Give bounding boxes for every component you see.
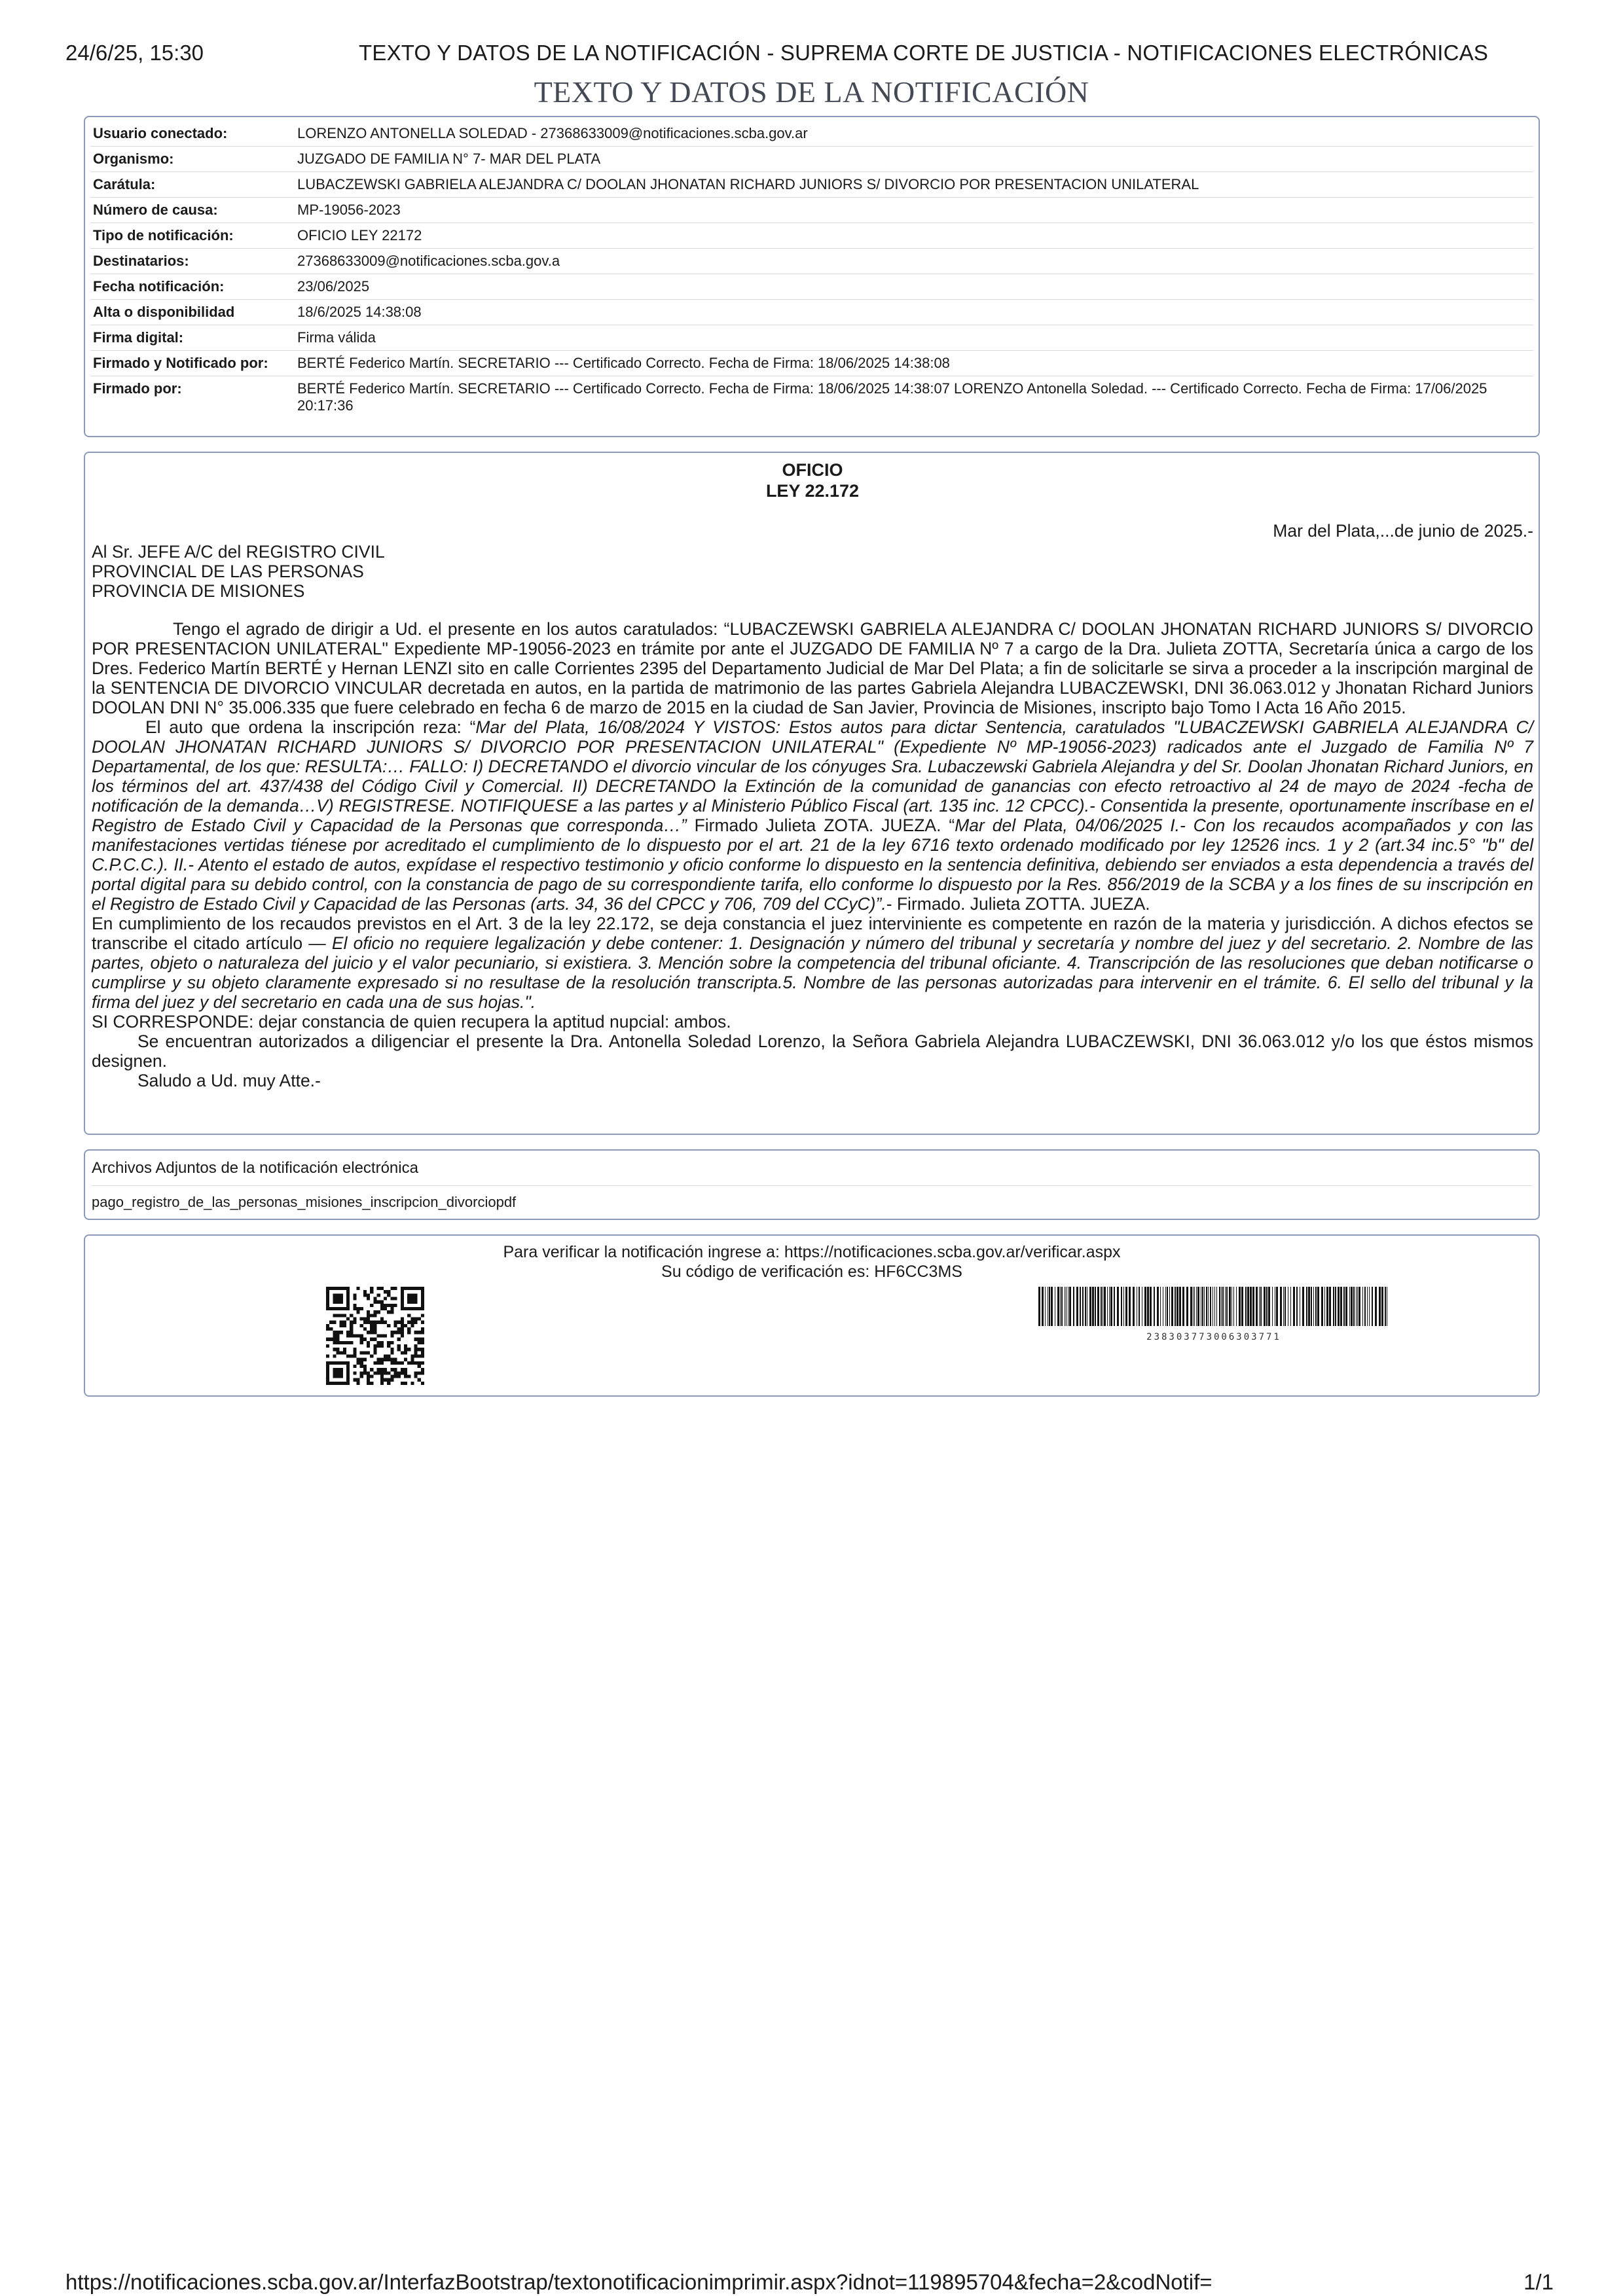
verification-code-text: Su código de verificación es: HF6CC3MS (661, 1263, 962, 1281)
footer-url: https://notificaciones.scba.gov.ar/InterfazBootstrap/textonotificacionimprimir.aspx?idnot=119895704&fecha=2&codNotif= (65, 2270, 1213, 2294)
info-row-destinatarios (90, 249, 1533, 274)
barcode-number: 238303773006303771 (1146, 1332, 1281, 1342)
qr-code-icon (326, 1287, 424, 1385)
info-row-fecha (90, 274, 1533, 300)
addressee-line: PROVINCIA DE MISIONES (92, 581, 305, 601)
attachments-panel (84, 1149, 1540, 1220)
info-value: LORENZO ANTONELLA SOLEDAD - 27368633009@notificaciones.scba.gov.ar (297, 125, 808, 141)
barcode-icon (1037, 1287, 1391, 1331)
oficio-panel (84, 452, 1540, 1135)
page-title: TEXTO Y DATOS DE LA NOTIFICACIÓN (534, 75, 1089, 109)
info-row-firmado-notificado (90, 351, 1533, 376)
info-value: LUBACZEWSKI GABRIELA ALEJANDRA C/ DOOLAN JHONATAN RICHARD JUNIORS S/ DIVORCIO POR PRESENTACION UNILATERAL (297, 176, 1199, 192)
info-value: BERTÉ Federico Martín. SECRETARIO --- Certificado Correcto. Fecha de Firma: 18/06/2025 14:38:08 (297, 355, 950, 371)
info-label: Usuario conectado: (93, 125, 228, 141)
text-span: - Firmado. Julieta ZOTTA. JUEZA. (886, 894, 1150, 914)
info-value: JUZGADO DE FAMILIA N° 7- MAR DEL PLATA (297, 151, 601, 167)
oficio-law-heading: LEY 22.172 (765, 481, 860, 501)
info-value: MP-19056-2023 (297, 202, 401, 218)
print-datetime: 24/6/25, 15:30 (65, 41, 204, 65)
notification-info-panel (84, 116, 1540, 437)
addressee-line: Al Sr. JEFE A/C del REGISTRO CIVIL (92, 542, 385, 562)
verification-url-text: Para verificar la notificación ingrese a: https://notificaciones.scba.gov.ar/verificar.aspx (503, 1243, 1121, 1261)
attachment-file-link[interactable]: pago_registro_de_las_personas_misiones_inscripcion_divorciopdf (92, 1194, 517, 1210)
info-value: 18/6/2025 14:38:08 (297, 304, 422, 320)
info-value: OFICIO LEY 22172 (297, 227, 422, 243)
oficio-paragraph: Tengo el agrado de dirigir a Ud. el presente en los autos caratulados: “LUBACZEWSKI GABRIELA ALEJANDRA C/ DOOLAN JHONATAN RICHARD JUNIORS S/ DIVORCIO POR PRESENTACION UNILATERAL" Expediente MP-19056-2023 en trámite por ante el JUZGADO DE FAMILIA Nº 7 a cargo de la Dra. Julieta ZOTTA, Secretaría única a cargo de los Dres. Federico Martín BERTÉ y Hernan LENZI sito en calle Corrientes 2395 del Departamento Judicial de Mar Del Plata; a fin de solicitarle se sirva a proceder a la inscripción marginal de la SENTENCIA DE DIVORCIO VINCULAR decretada en autos, en la partida de matrimonio de las partes Gabriela Alejandra LUBACZEWSKI, DNI 36.063.012 y Jhonatan Richard Juniors DOOLAN DNI N° 35.006.335 que fuere celebrado en fecha 6 de marzo de 2015 en la ciudad de San Javier, Provincia de Misiones, inscripto bajo Tomo I Acta 16 Año 2015. (92, 619, 1533, 717)
info-label: Tipo de notificación: (93, 227, 234, 243)
info-row-organismo (90, 147, 1533, 172)
print-header-title: TEXTO Y DATOS DE LA NOTIFICACIÓN - SUPREMA CORTE DE JUSTICIA - NOTIFICACIONES ELECTRÓNICAS (359, 41, 1489, 65)
oficio-body (92, 619, 1533, 1090)
info-row-caratula (90, 172, 1533, 198)
oficio-paragraph: SI CORRESPONDE: dejar constancia de quien recupera la aptitud nupcial: ambos. (92, 1012, 731, 1031)
info-value: 23/06/2025 (297, 278, 370, 295)
text-span: En cumplimiento de los recaudos previstos en el Art. 3 de la ley 22.172, se deja constancia el juez interviniente es competente en razón de la materia y jurisdicción. A dichos efectos se transcribe el citado artículo — (92, 914, 1533, 953)
info-label: Destinatarios: (93, 253, 189, 269)
article-quote: El oficio no requiere legalización y debe contener: 1. Designación y número del tribunal y secretaría y nombre del juez y del secretario. 2. Nombre de las partes, objeto o naturaleza del juicio y el valor pecuniario, si existiera. 3. Mención sobre la competencia del tribunal oficiante. 4. Transcripción de las resoluciones que deban notificarse o cumplirse y su objeto claramente expresado si no resultase de la resolución transcripta.5. Nombre de las personas autorizadas para intervenir en el trámite. 6. El sello del tribunal y la firma del juez y del secretario en cada una de sus hojas.". (92, 933, 1534, 1012)
info-row-numero-causa (90, 198, 1533, 223)
info-row-firma-digital (90, 325, 1533, 351)
closing-greeting: Saludo a Ud. muy Atte.- (137, 1071, 321, 1090)
attachments-title: Archivos Adjuntos de la notificación electrónica (92, 1151, 1532, 1186)
info-row-usuario (90, 121, 1533, 147)
info-label: Organismo: (93, 151, 174, 167)
text-span: El auto que ordena la inscripción reza: “ (145, 717, 476, 737)
info-label: Firmado por: (93, 380, 182, 397)
verification-panel (84, 1234, 1540, 1397)
city-date: Mar del Plata,...de junio de 2025.- (1273, 521, 1533, 541)
oficio-heading: OFICIO (782, 460, 843, 480)
page-number: 1/1 (1523, 2270, 1554, 2294)
info-label: Carátula: (93, 176, 156, 192)
oficio-paragraph: Se encuentran autorizados a diligenciar el presente la Dra. Antonella Soledad Lorenzo, la Señora Gabriela Alejandra LUBACZEWSKI, DNI 36.063.012 y/o los que éstos mismos designen. (92, 1031, 1533, 1071)
info-label: Firma digital: (93, 329, 184, 346)
info-label: Número de causa: (93, 202, 218, 218)
text-span: Firmado Julieta ZOTA. JUEZA. “ (686, 816, 955, 835)
info-row-tipo (90, 223, 1533, 249)
auto-quote: Mar del Plata, 04/06/2025 I.- Con los recaudos acompañados y con las manifestaciones vertidas tiénese por acreditado el cumplimiento de lo dispuesto por el art. 21 de la ley 6716 texto ordenado modificado por ley 12526 incs. 1 y 2 (art.34 inc.5° "b" del C.P.C.C.). II.- Atento el estado de autos, expídase el respectivo testimonio y oficio conforme lo dispuesto en la sentencia definitiva, debiendo ser enviados a esta dependencia a través del portal digital para su debido control, con la constancia de pago de su correspondiente tarifa, ello conforme lo dispuesto por la Res. 856/2019 de la SCBA y a los fines de su inscripción en el Registro de Estado Civil y Capacidad de las Personas (arts. 34, 36 del CPCC y 706, 709 del CCyC)”. (92, 816, 1533, 914)
info-label: Firmado y Notificado por: (93, 355, 268, 371)
sentencia-quote: Mar del Plata, 16/08/2024 Y VISTOS: Estos autos para dictar Sentencia, caratulados "LUBACZEWSKI GABRIELA ALEJANDRA C/ DOOLAN JHONATAN RICHARD JUNIORS S/ DIVORCIO POR PRESENTACION UNILATERAL" (Expediente Nº MP-19056-2023) radicados ante el Juzgado de Familia Nº 7 Departamental, de los que: RESULTA:… FALLO: I) DECRETANDO el divorcio vincular de los cónyuges Sra. Lubaczewski Gabriela Alejandra y del Sr. Doolan Jhonatan Richard Juniors, en los términos del art. 437/438 del Código Civil y Comercial. II) DECRETANDO la Extinción de la comunidad de ganancias con efecto retroactivo al 24 de mayo de 2024 -fecha de notificación de la demanda…V) REGISTRESE. NOTIFIQUESE a las partes y al Ministerio Público Fiscal (art. 135 inc. 12 CPCC).- Consentida la presente, oportunamente inscríbase en el Registro de Estado Civil y Capacidad de la Personas que corresponda…” (92, 717, 1533, 835)
oficio-paragraph (92, 914, 1533, 1012)
info-value: BERTÉ Federico Martín. SECRETARIO --- Certificado Correcto. Fecha de Firma: 18/06/2025 14:38:07 LORENZO Antonella Soledad. --- Certificado Correcto. Fecha de Firma: 17/06/2025 20:17:36 (297, 380, 1487, 414)
addressee-line: PROVINCIAL DE LAS PERSONAS (92, 562, 364, 581)
info-label: Fecha notificación: (93, 278, 225, 295)
oficio-paragraph (92, 717, 1533, 914)
info-row-alta (90, 300, 1533, 325)
info-label: Alta o disponibilidad (93, 304, 235, 320)
info-row-firmado-por (90, 376, 1533, 418)
info-value: 27368633009@notificaciones.scba.gov.a (297, 253, 560, 269)
info-value: Firma válida (297, 329, 376, 346)
